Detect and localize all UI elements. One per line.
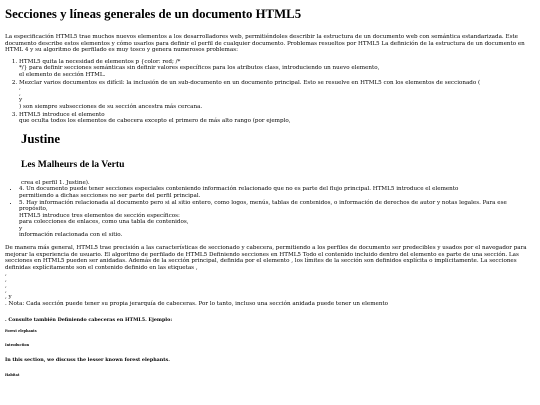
habitat-heading: Habitat — [5, 373, 20, 377]
item2-separator: , — [19, 85, 21, 92]
comma: , — [5, 277, 7, 284]
introduction-heading: Introduction — [5, 343, 30, 347]
item5-line3: para colecciones de enlaces, como una tabla de contenidos, — [19, 219, 189, 226]
item1-line3: el elemento de sección HTML. — [19, 71, 106, 78]
page-title: Secciones y líneas generales de un documento HTML5 — [5, 7, 302, 21]
intro-paragraph: La especificación HTML5 trae muchos nuevos elementos a los desarrolladores web, permitiéndoles describir la estructura de un documento web con semántica estandarizada. Este documento describe estos elementos y cómo usarlos para definir el perfil de cualquier documento. Problemas resueltos por HTML5 La definición de la estructura de un documento en HTML 4 y su algoritmo de perfilado es muy tosco y genera numerosos problemas: — [5, 34, 525, 54]
heading-justine: Justine — [21, 131, 61, 146]
general-paragraph: De manera más general, HTML5 trae precisión a las características de seccionado y cabecera, permitiendo a los perfiles de documento ser predecibles y usados por el navegador para mejorar la experiencia de usuario. El algoritmo de perfilado de HTML5 Definiendo secciones en HTML5 Todo el contenido incluido dentro del elemento es parte de una sección. Las secciones en HTML5 pueden ser anidadas. Además de la sección principal, definida por el elemento , los límites de la sección son definidos explícita o implícitamente. La secciones definidas explícitamente son el contenido definido en las etiquetas , — [5, 245, 527, 271]
item1-line1: 1. HTML5 quita la necesidad de elementos p {color: red; /* — [19, 58, 181, 65]
list-item — [19, 80, 535, 111]
section-text: In this section, we discuss the lesser known forest elephants. — [5, 357, 170, 363]
note-text: . Nota: Cada sección puede tener su propia jerarquía de cabeceras. Por lo tanto, incluso una sección anidada puede tener un elemento — [5, 301, 389, 308]
item2-line2: ) son siempre subsecciones de su sección ancestra más cercana. — [19, 103, 203, 110]
consulte-text: . Consulte también Definiendo cabeceras en HTML5. Ejemplo: — [5, 317, 173, 323]
list-item — [19, 200, 535, 240]
item5-line2: HTML5 introduce tres elementos de sección específicos: — [19, 212, 180, 219]
comma: , — [5, 271, 7, 278]
item5-line1: • 5. Hay información relacionada al documento pero si al sitio entero, como logos, menús, tablas de contenidos, o información de derechos de autor y notas legales. Para ese propósito, — [19, 199, 507, 213]
sections-list — [5, 186, 535, 239]
item4-line1: • 4. Un documento puede tener secciones especiales conteniendo información relacionado que no es parte del flujo principal. HTML5 introduce el elemento — [19, 186, 459, 193]
forest-elephants-heading: Forest elephants — [5, 329, 37, 333]
item5-y: y — [19, 225, 23, 232]
list-item — [19, 112, 535, 125]
item2-line1: 2. Mezclar varios documentos es difícil: la inclusión de un sub-documento en un documento principal. Esto se resuelve en HTML5 con los elementos de seccionado ( — [19, 79, 481, 86]
item2-separator: , — [19, 90, 21, 97]
problems-list — [5, 59, 535, 125]
list-item — [19, 186, 535, 199]
heading-malheurs: Les Malheurs de la Vertu — [21, 158, 125, 170]
item1-line2: */} para definir secciones semánticas sin definir valores específicos para los atributos class, introduciendo un nuevo elemento, — [19, 65, 380, 72]
item4-line2: permitiendo a dichas secciones no ser parte del perfil principal. — [19, 192, 201, 199]
comma: , — [5, 288, 7, 295]
item5-line4: información relacionada con el sitio. — [19, 232, 123, 239]
crea-text: crea el perfil 1. Justine). — [21, 179, 90, 186]
comma: , — [5, 282, 7, 289]
list-item — [19, 59, 535, 79]
item3-line2: que oculta todos los elementos de cabecera excepto el primero de más alto rango (por ejemplo, — [19, 118, 291, 125]
comma-list — [5, 272, 535, 300]
comma-y: , y — [5, 293, 12, 300]
item2-y: y — [19, 97, 23, 104]
item3-line1: 3. HTML5 introduce el elemento — [19, 111, 105, 118]
